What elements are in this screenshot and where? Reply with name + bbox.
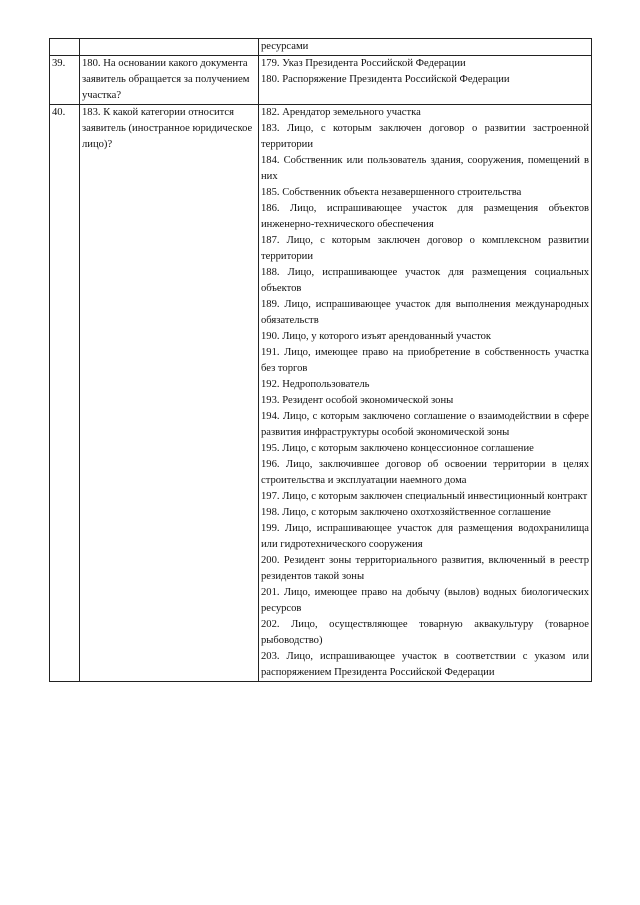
table-row — [50, 56, 592, 105]
row-number-cell — [50, 39, 80, 56]
answer-option: 199. Лицо, испрашивающее участок для размещения водохранилища или гидротехнического сооружения — [261, 523, 589, 550]
answer-option: 198. Лицо, с которым заключено охотхозяйственное соглашение — [261, 507, 551, 518]
answer-option: 182. Арендатор земельного участка — [261, 107, 421, 118]
question-cell: 183. К какой категории относится заявитель (иностранное юридическое лицо)? — [80, 105, 259, 682]
answer-option: 189. Лицо, испрашивающее участок для выполнения международных обязательств — [261, 299, 589, 326]
answer-option: 202. Лицо, осуществляющее товарную аквакультуру (товарное рыбоводство) — [261, 619, 589, 646]
answer-option: ресурсами — [261, 41, 309, 52]
answer-option: 180. Распоряжение Президента Российской Федерации — [261, 74, 510, 85]
answer-option: 197. Лицо, с которым заключен специальный инвестиционный контракт — [261, 491, 588, 502]
questions-table — [49, 38, 592, 682]
table-row — [50, 105, 592, 682]
answer-option: 190. Лицо, у которого изъят арендованный участок — [261, 331, 492, 342]
answer-option: 196. Лицо, заключившее договор об освоении территории в целях строительства и эксплуатации наемного дома — [261, 459, 589, 486]
answer-option: 187. Лицо, с которым заключен договор о комплексном развитии территории — [261, 235, 589, 262]
answer-option: 193. Резидент особой экономической зоны — [261, 395, 454, 406]
answer-option: 186. Лицо, испрашивающее участок для размещения объектов инженерно-технического обеспечения — [261, 203, 589, 230]
answer-option: 188. Лицо, испрашивающее участок для размещения социальных объектов — [261, 267, 589, 294]
answer-option: 200. Резидент зоны территориального развития, включенный в реестр резидентов такой зоны — [261, 555, 589, 582]
answer-cell — [259, 56, 592, 105]
table-row — [50, 39, 592, 56]
answer-option: 183. Лицо, с которым заключен договор о развитии застроенной территории — [261, 123, 589, 150]
answer-option: 201. Лицо, имеющее право на добычу (вылов) водных биологических ресурсов — [261, 587, 589, 614]
row-number-cell: 40. — [50, 105, 80, 682]
answer-option: 195. Лицо, с которым заключено концессионное соглашение — [261, 443, 534, 454]
answer-cell — [259, 39, 592, 56]
answer-option: 191. Лицо, имеющее право на приобретение в собственность участка без торгов — [261, 347, 589, 374]
answer-option: 185. Собственник объекта незавершенного строительства — [261, 187, 522, 198]
answer-option: 184. Собственник или пользователь здания, сооружения, помещений в них — [261, 155, 589, 182]
question-cell: 180. На основании какого документа заявитель обращается за получением участка? — [80, 56, 259, 105]
answer-option: 179. Указ Президента Российской Федерации — [261, 58, 466, 69]
answer-option: 192. Недропользователь — [261, 379, 370, 390]
answer-option: 203. Лицо, испрашивающее участок в соответствии с указом или распоряжением Президента Российской Федерации — [261, 651, 589, 678]
row-number-cell: 39. — [50, 56, 80, 105]
answer-option: 194. Лицо, с которым заключено соглашение о взаимодействии в сфере развития инфраструктуры особой экономической зоны — [261, 411, 589, 438]
answer-cell — [259, 105, 592, 682]
question-cell — [80, 39, 259, 56]
